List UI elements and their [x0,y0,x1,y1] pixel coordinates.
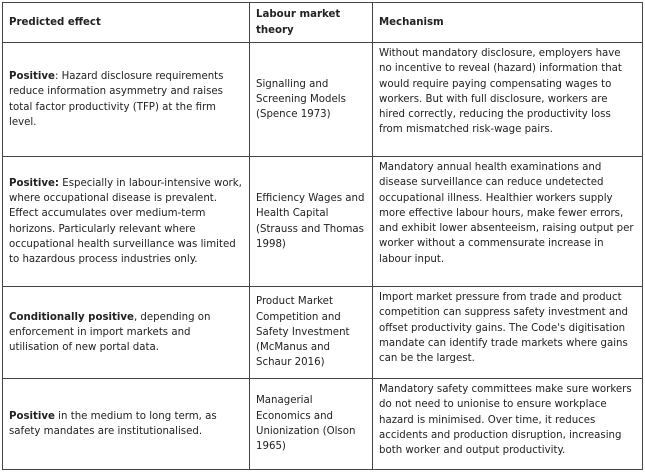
predicted-effect-cell [3,379,250,470]
mechanism-cell: Mandatory safety committees make sure workers do not need to unionise to ensure workplace hazard is minimised. Over time, it reduces accidents and production disruption, increasing both worker and output productivity. [373,379,643,470]
header-mechanism: Mechanism [373,3,643,43]
effects-table [2,2,643,470]
header-labour-market-theory: Labour market theory [250,3,373,43]
header-row [3,3,643,43]
table-row [3,379,643,470]
mechanism-cell: Import market pressure from trade and product competition can suppress safety investment and offset productivity gains. The Code's digitisation mandate can identify trade markets where gains can be the largest. [373,287,643,379]
effect-text: Especially in labour-intensive work, where occupational disease is prevalent. Effect accumulates over medium-term horizons. Particularly relevant where occupational health surveillance was limited to hazardous process industries only. [9,177,242,266]
predicted-effect-cell [3,157,250,287]
effect-text: , depending on enforcement in import markets and utilisation of new portal data. [9,311,211,354]
mechanism-cell: Without mandatory disclosure, employers have no incentive to reveal (hazard) information that would require paying compensating wages to workers. But with full disclosure, workers are hired correctly, reducing the productivity loss from mismatched risk-wage pairs. [373,43,643,157]
effect-lead: Positive: [9,177,60,189]
predicted-effect-cell [3,43,250,157]
table-row [3,43,643,157]
effect-text: : Hazard disclosure requirements reduce information asymmetry and raises total factor productivity (TFP) at the firm level. [9,70,224,128]
effect-lead: Conditionally positive [9,311,134,323]
theory-cell: Efficiency Wages and Health Capital (Strauss and Thomas 1998) [250,157,373,287]
theory-cell: Signalling and Screening Models (Spence 1973) [250,43,373,157]
table-row [3,157,643,287]
header-predicted-effect: Predicted effect [3,3,250,43]
effect-lead: Positive [9,410,55,422]
theory-cell: Managerial Economics and Unionization (Olson 1965) [250,379,373,470]
table-row [3,287,643,379]
effect-text: in the medium to long term, as safety mandates are institutionalised. [9,410,217,437]
predicted-effect-cell [3,287,250,379]
effect-lead: Positive [9,70,55,82]
mechanism-cell: Mandatory annual health examinations and disease surveillance can reduce undetected occupational illness. Healthier workers supply more effective labour hours, make fewer errors, and exhibit lower absenteeism, raising output per worker without a commensurate increase in labour input. [373,157,643,287]
theory-cell: Product Market Competition and Safety Investment (McManus and Schaur 2016) [250,287,373,379]
